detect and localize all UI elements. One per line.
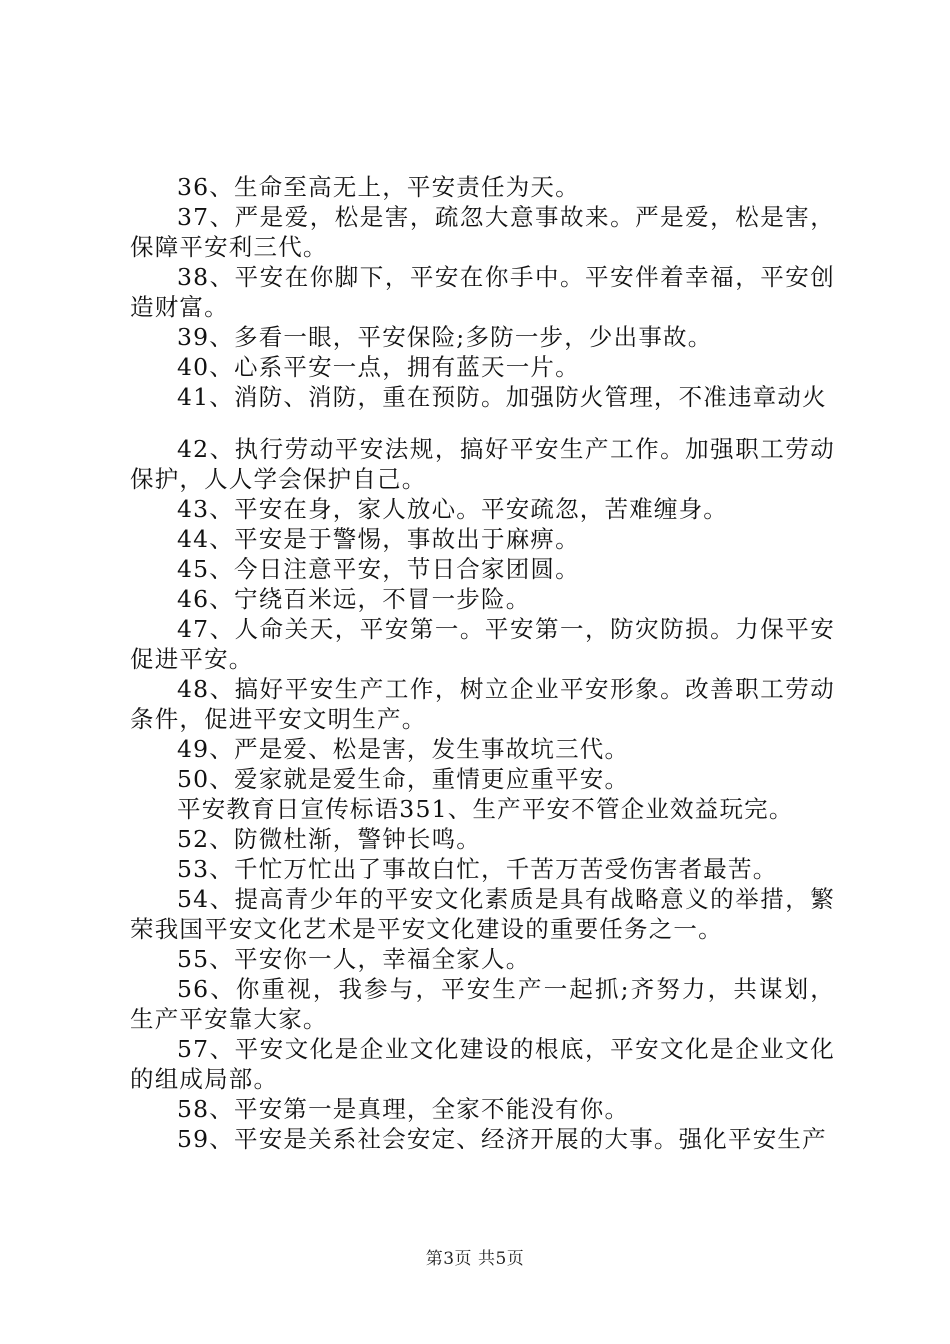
paragraph-51: 平安教育日宣传标语351、生产平安不管企业效益玩完。 — [177, 795, 794, 823]
paragraph-46: 46、宁绕百米远，不冒一步险。 — [177, 585, 531, 613]
paragraph-54: 54、提高青少年的平安文化素质是具有战略意义的举措，繁荣我国平安文化艺术是平安文化建设的重要任务之一。 — [130, 885, 835, 943]
paragraph-42: 42、执行劳动平安法规，搞好平安生产工作。加强职工劳动保护，人人学会保护自己。 — [130, 435, 835, 493]
paragraph-gap — [130, 412, 835, 434]
paragraph-41: 41、消防、消防，重在预防。加强防火管理，不准违章动火 — [177, 383, 827, 411]
paragraph-44: 44、平安是于警惕，事故出于麻痹。 — [177, 525, 580, 553]
paragraph-57: 57、平安文化是企业文化建设的根底，平安文化是企业文化的组成局部。 — [130, 1035, 835, 1093]
paragraph-55: 55、平安你一人，幸福全家人。 — [177, 945, 531, 973]
paragraph-53: 53、千忙万忙出了事故白忙，千苦万苦受伤害者最苦。 — [177, 855, 778, 883]
document-body — [130, 172, 835, 1154]
paragraph-37: 37、严是爱，松是害，疏忽大意事故来。严是爱，松是害，保障平安利三代。 — [130, 203, 835, 261]
paragraph-36: 36、生命至高无上，平安责任为天。 — [177, 173, 580, 201]
paragraph-49: 49、严是爱、松是害，发生事故坑三代。 — [177, 735, 630, 763]
paragraph-47: 47、人命关天，平安第一。平安第一，防灾防损。力保平安促进平安。 — [130, 615, 835, 673]
paragraph-40: 40、心系平安一点，拥有蓝天一片。 — [177, 353, 580, 381]
page-number-footer: 第3页 共5页 — [425, 1249, 525, 1269]
paragraph-38: 38、平安在你脚下，平安在你手中。平安伴着幸福，平安创造财富。 — [130, 263, 835, 321]
paragraph-52: 52、防微杜渐，警钟长鸣。 — [177, 825, 482, 853]
paragraph-45: 45、今日注意平安，节日合家团圆。 — [177, 555, 580, 583]
paragraph-58: 58、平安第一是真理，全家不能没有你。 — [177, 1095, 630, 1123]
paragraph-48: 48、搞好平安生产工作，树立企业平安形象。改善职工劳动条件，促进平安文明生产。 — [130, 675, 835, 733]
paragraph-56: 56、你重视，我参与，平安生产一起抓;齐努力，共谋划，生产平安靠大家。 — [130, 975, 835, 1033]
paragraph-43: 43、平安在身，家人放心。平安疏忽，苦难缠身。 — [177, 495, 729, 523]
paragraph-50: 50、爱家就是爱生命，重情更应重平安。 — [177, 765, 630, 793]
paragraph-59: 59、平安是关系社会安定、经济开展的大事。强化平安生产 — [177, 1125, 827, 1153]
paragraph-39: 39、多看一眼，平安保险;多防一步，少出事故。 — [177, 323, 713, 351]
